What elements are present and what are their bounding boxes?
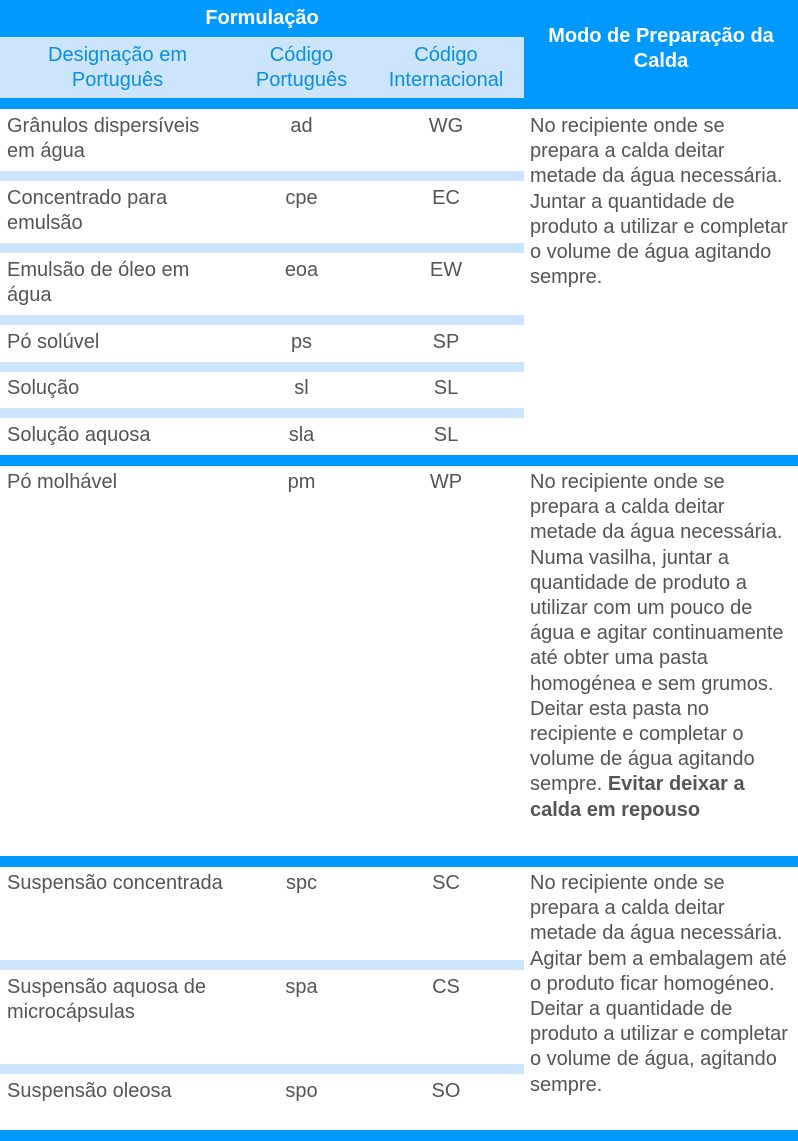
- designacao-cell: Suspensão concentrada: [7, 872, 223, 894]
- codigo-pt-cell: sla: [288, 424, 315, 446]
- row-separator: [0, 171, 524, 181]
- codigo-pt-cell: cpe: [285, 187, 318, 209]
- designacao-cell: Emulsão de óleo em água: [7, 259, 190, 306]
- designacao-cell: Pó solúvel: [7, 331, 100, 353]
- codigo-int-cell: EC: [432, 187, 460, 209]
- codigo-int-cell: SP: [432, 331, 460, 353]
- codigo-pt-cell: ad: [290, 115, 313, 137]
- row-separator: [0, 243, 524, 253]
- row-separator: [0, 362, 524, 372]
- row-separator: [0, 960, 524, 970]
- designacao-cell: Grânulos dispersíveis em água: [7, 115, 200, 162]
- codigo-pt-cell: spo: [285, 1080, 318, 1102]
- group-separator: [0, 98, 798, 109]
- codigo-pt-cell: spa: [285, 976, 318, 998]
- header-modo-preparacao: Modo de Preparação da Calda: [524, 0, 798, 98]
- group-separator: [0, 1130, 798, 1141]
- designacao-cell: Solução: [7, 377, 80, 399]
- codigo-pt-cell: eoa: [284, 259, 319, 281]
- group-separator: [0, 455, 798, 466]
- codigo-int-cell: EW: [429, 259, 463, 281]
- subheader-codigo-internacional: Código Internacional: [368, 37, 524, 98]
- codigo-pt-cell: pm: [287, 471, 316, 493]
- modo-preparacao-text: No recipiente onde se prepara a calda deitar metade da água necessária. Numa vasilha, juntar a quantidade de produto a utilizar com um pouco de água e agitar continuamente até obter uma pasta homogénea e sem grumos. Deitar esta pasta no recipiente e completar o volume de água agitando sempre.: [530, 471, 784, 796]
- codigo-int-cell: CS: [432, 976, 460, 998]
- codigo-pt-cell: ps: [290, 331, 313, 353]
- codigo-pt-cell: sl: [294, 377, 309, 399]
- codigo-pt-cell: spc: [285, 872, 318, 894]
- designacao-cell: Pó molhável: [7, 471, 118, 493]
- header-formulacao: Formulação: [0, 0, 524, 37]
- codigo-int-cell: SO: [431, 1080, 461, 1102]
- designacao-cell: Suspensão oleosa: [7, 1080, 172, 1102]
- row-separator: [0, 1064, 524, 1074]
- designacao-cell: Concentrado para emulsão: [7, 187, 168, 234]
- subheader-designacao: Designação em Português: [0, 37, 235, 98]
- modo-preparacao-block: [530, 470, 792, 823]
- codigo-int-cell: SL: [433, 377, 459, 399]
- designacao-cell: Solução aquosa: [7, 424, 151, 446]
- codigo-int-cell: WG: [428, 115, 464, 137]
- group-separator: [0, 856, 798, 867]
- modo-preparacao-text: No recipiente onde se prepara a calda deitar metade da água necessária. Juntar a quantidade de produto a utilizar e completar o volume de água agitando sempre.: [530, 115, 788, 289]
- subheader-codigo-portugues: Código Português: [235, 37, 368, 98]
- row-separator: [0, 408, 524, 418]
- codigo-int-cell: SC: [432, 872, 460, 894]
- row-separator: [0, 315, 524, 325]
- codigo-int-cell: WP: [429, 471, 463, 493]
- modo-preparacao-warning: Evitar deixar a calda em repouso: [530, 773, 745, 821]
- codigo-int-cell: SL: [433, 424, 459, 446]
- designacao-cell: Suspensão aquosa de microcápsulas: [7, 976, 207, 1023]
- modo-preparacao-text: No recipiente onde se prepara a calda deitar metade da água necessária. Agitar bem a embalagem até o produto ficar homogéneo. Deitar a quantidade de produto a utilizar e completar o volume de água, agitando sempre.: [530, 872, 788, 1096]
